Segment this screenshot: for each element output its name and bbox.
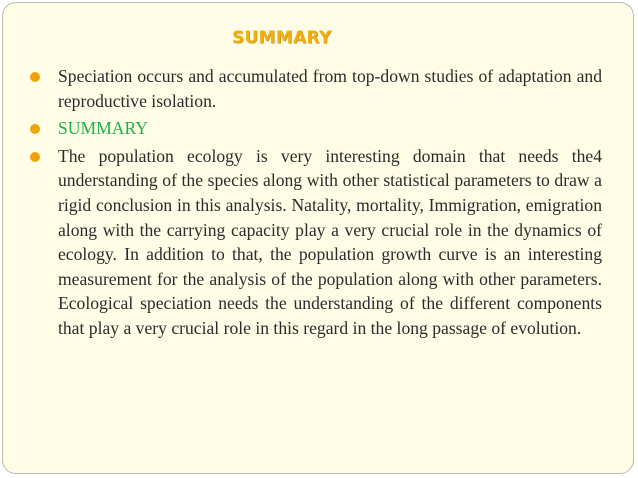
bullet-dot-icon	[30, 72, 40, 82]
bullet-dot-icon	[30, 124, 40, 134]
bullet-text: Speciation occurs and accumulated from top-down studies of adaptation and reproductive isolation.	[58, 66, 602, 111]
bullet-text: SUMMARY	[58, 118, 148, 139]
bullet-list	[30, 64, 602, 341]
bullet-item	[30, 64, 602, 113]
bullet-item	[30, 144, 602, 341]
bullet-dot-icon	[30, 152, 40, 162]
slide-title: SUMMARY	[232, 28, 332, 48]
bullet-text: The population ecology is very interesting domain that needs the4 understanding of the species along with other statistical parameters to draw a rigid conclusion in this analysis. Natality, mortality, Immigration, emigration along with the carrying capacity play a very crucial role in the dynamics of ecology. In addition to that, the population growth curve is an interesting measurement for the analysis of the population along with other parameters. Ecological speciation needs the understanding of the different components that play a very crucial role in this regard in the long passage of evolution.	[58, 145, 602, 338]
bullet-item	[30, 116, 602, 141]
